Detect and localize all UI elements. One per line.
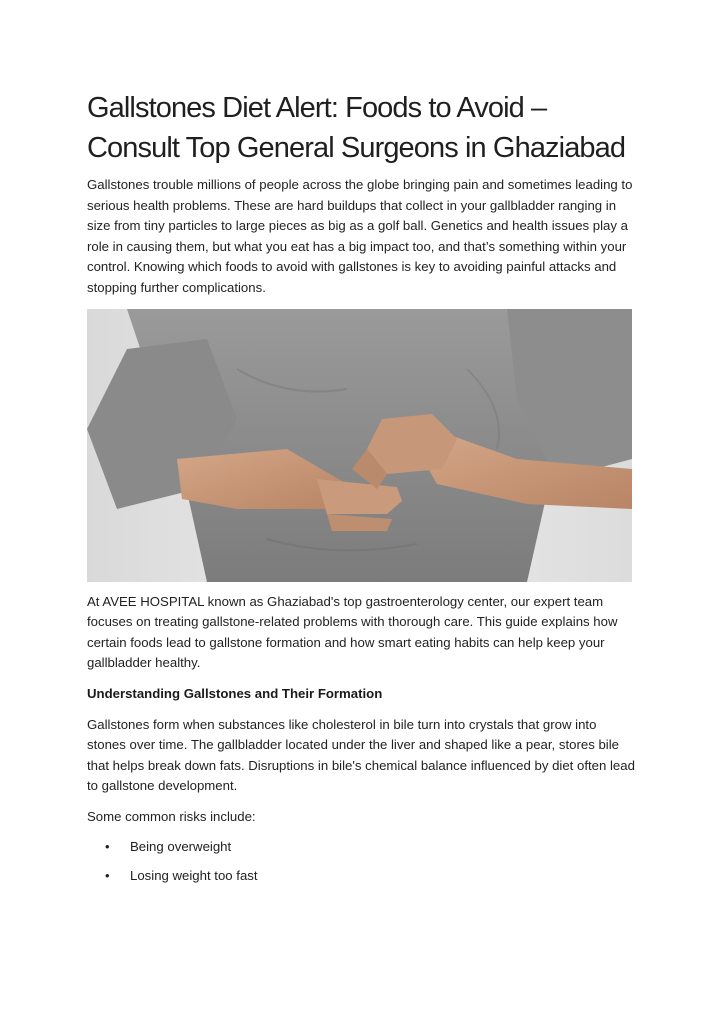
bullet-icon: • — [105, 868, 110, 884]
document-page — [87, 88, 635, 896]
article-title: Gallstones Diet Alert: Foods to Avoid – Consult Top General Surgeons in Ghaziabad — [87, 92, 626, 164]
section-heading: Understanding Gallstones and Their Formation — [87, 685, 383, 701]
bullet-icon: • — [105, 838, 110, 854]
list-item — [87, 866, 635, 887]
person-holding-abdomen-photo — [87, 309, 632, 582]
risks-list — [87, 837, 635, 888]
photo-illustration — [87, 309, 632, 582]
list-item-label: Losing weight too fast — [130, 868, 258, 884]
hospital-paragraph: At AVEE HOSPITAL known as Ghaziabad's top gastroenterology center, our expert team focuses on treating gallstone-related problems with thorough care. This guide explains how certain foods lead to gallstone formation and how smart eating habits can help keep your gallbladder healthy. — [87, 593, 618, 671]
risks-intro: Some common risks include: — [87, 808, 256, 824]
intro-paragraph: Gallstones trouble millions of people across the globe bringing pain and sometimes leading to serious health problems. These are hard buildups that collect in your gallbladder ranging in size from tiny particles to large pieces as big as a golf ball. Genetics and health issues play a role in causing them, but what you eat has a big impact too, and that’s something within your control. Knowing which foods to avoid with gallstones is key to avoiding painful attacks and stopping further complications. — [87, 177, 633, 295]
list-item — [87, 837, 635, 858]
list-item-label: Being overweight — [130, 838, 232, 854]
formation-paragraph: Gallstones form when substances like cholesterol in bile turn into crystals that grow into stones over time. The gallbladder located under the liver and shaped like a pear, stores bile that helps break down fats. Disruptions in bile's chemical balance influenced by diet often lead to gallstone development. — [87, 716, 635, 794]
